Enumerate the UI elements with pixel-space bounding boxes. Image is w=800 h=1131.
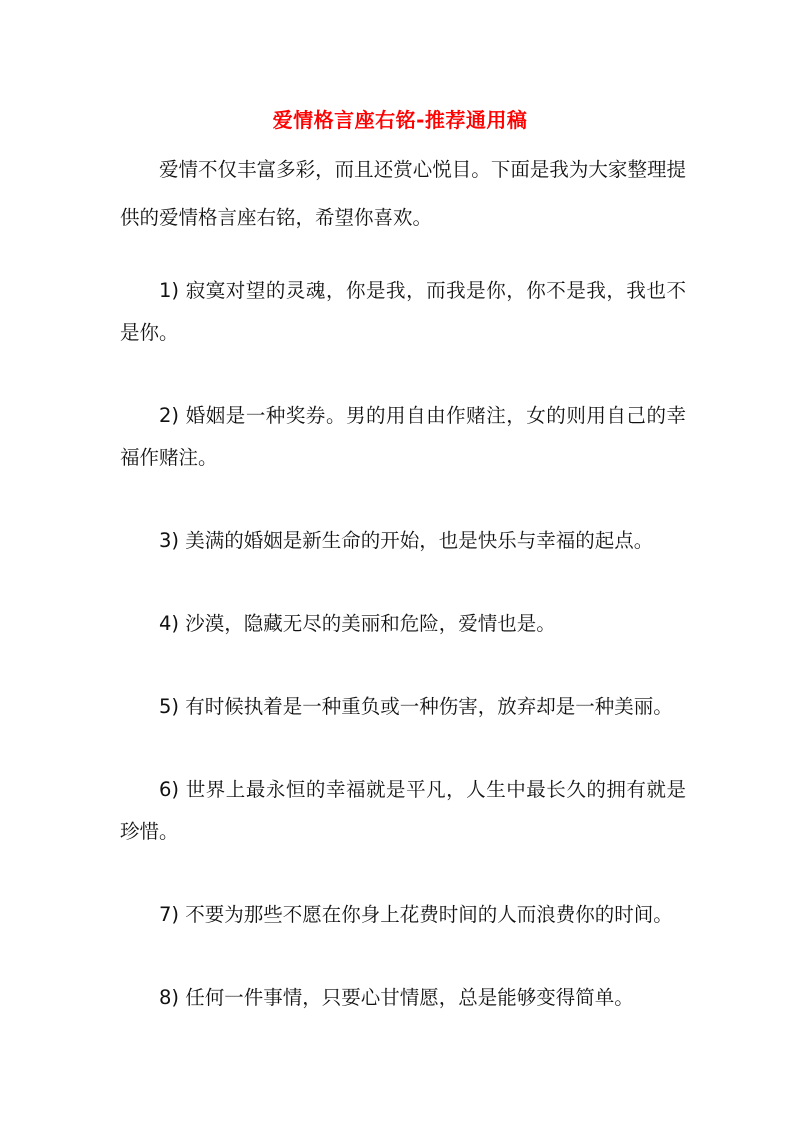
quote-list bbox=[120, 270, 686, 1060]
quote-item: 7) 不要为那些不愿在你身上花费时间的人而浪费你的时间。 bbox=[159, 903, 673, 926]
quote-item: 2) 婚姻是一种奖券。男的用自由作赌注，女的则用自己的幸福作赌注。 bbox=[120, 404, 686, 469]
intro-paragraph: 爱情不仅丰富多彩，而且还赏心悦目。下面是我为大家整理提供的爱情格言座右铭，希望你喜欢。 bbox=[120, 158, 686, 229]
quote-item: 5) 有时候执着是一种重负或一种伤害，放弃却是一种美丽。 bbox=[159, 695, 673, 718]
quote-item: 1) 寂寞对望的灵魂，你是我，而我是你，你不是我，我也不是你。 bbox=[120, 279, 686, 344]
quote-item: 6) 世界上最永恒的幸福就是平凡，人生中最长久的拥有就是珍惜。 bbox=[120, 778, 686, 843]
quote-item: 4) 沙漠，隐藏无尽的美丽和危险，爱情也是。 bbox=[159, 612, 556, 635]
quote-item: 3) 美满的婚姻是新生命的开始，也是快乐与幸福的起点。 bbox=[159, 529, 654, 552]
quote-item: 8) 任何一件事情，只要心甘情愿，总是能够变得简单。 bbox=[159, 986, 634, 1009]
document-title: 爱情格言座右铭-推荐通用稿 bbox=[272, 108, 528, 132]
